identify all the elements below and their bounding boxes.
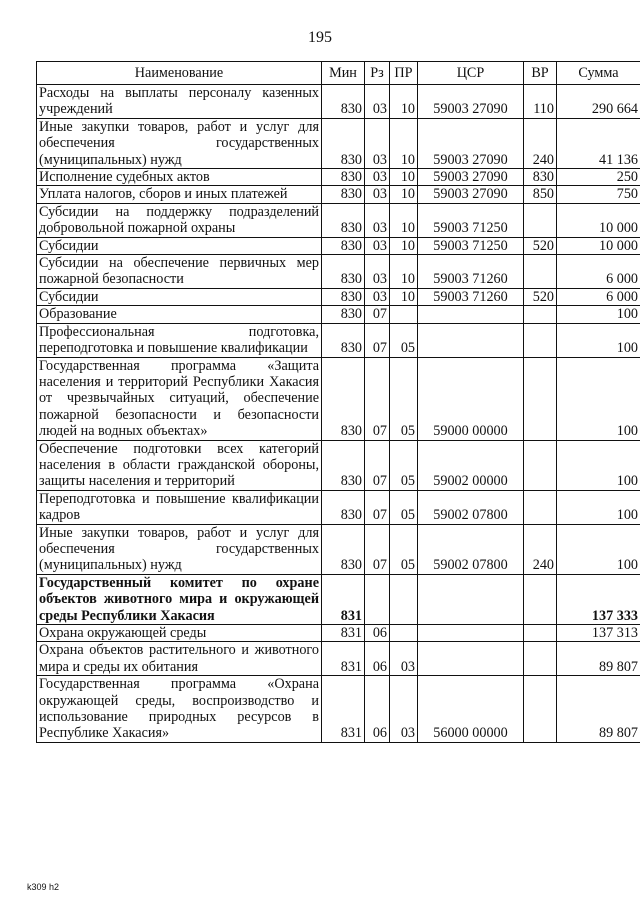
budget-table [36,61,640,743]
cell-pr: 10 [390,169,418,186]
table-row [37,323,640,357]
cell-min: 830 [322,255,365,289]
cell-name: Государственная программа «Защита населения и территорий Республики Хакасия от чрезвычайных ситуаций, обеспечение пожарной безопасности и безопасности людей на водных объектах» [37,357,322,440]
cell-sum: 89 807 [557,676,640,743]
table-row [37,574,640,624]
cell-vr: 240 [524,118,557,168]
cell-rz [365,574,390,624]
cell-csr: 59002 07800 [418,524,524,574]
cell-min: 830 [322,203,365,237]
cell-sum: 100 [557,357,640,440]
cell-vr: 520 [524,288,557,305]
cell-min: 831 [322,625,365,642]
cell-name: Расходы на выплаты персоналу казенных учреждений [37,85,322,119]
table-row [37,118,640,168]
cell-name: Исполнение судебных актов [37,169,322,186]
table-row [37,288,640,305]
cell-sum: 10 000 [557,237,640,254]
table-header-row [37,62,640,85]
cell-min: 830 [322,169,365,186]
cell-name: Иные закупки товаров, работ и услуг для обеспечения государственных (муниципальных) нужд [37,118,322,168]
table-row [37,625,640,642]
cell-pr: 10 [390,255,418,289]
cell-rz: 07 [365,357,390,440]
cell-min: 830 [322,323,365,357]
cell-sum: 750 [557,186,640,203]
cell-csr: 59002 07800 [418,490,524,524]
column-header-pr: ПР [390,62,418,85]
cell-vr: 850 [524,186,557,203]
cell-pr: 05 [390,524,418,574]
cell-sum: 100 [557,323,640,357]
cell-sum: 137 333 [557,574,640,624]
cell-sum: 89 807 [557,642,640,676]
cell-rz: 07 [365,524,390,574]
cell-sum: 250 [557,169,640,186]
cell-min: 830 [322,524,365,574]
cell-min: 830 [322,440,365,490]
cell-vr [524,440,557,490]
cell-pr: 05 [390,490,418,524]
cell-rz: 03 [365,237,390,254]
cell-min: 831 [322,574,365,624]
cell-csr: 59003 27090 [418,85,524,119]
cell-sum: 10 000 [557,203,640,237]
cell-name: Иные закупки товаров, работ и услуг для обеспечения государственных (муниципальных) нужд [37,524,322,574]
cell-pr: 10 [390,186,418,203]
cell-min: 830 [322,186,365,203]
table-row [37,524,640,574]
cell-vr [524,323,557,357]
cell-sum: 6 000 [557,288,640,305]
cell-sum: 290 664 [557,85,640,119]
cell-csr: 59003 27090 [418,118,524,168]
cell-min: 830 [322,85,365,119]
cell-sum: 100 [557,524,640,574]
cell-name: Образование [37,306,322,323]
cell-vr [524,574,557,624]
cell-name: Охрана окружающей среды [37,625,322,642]
cell-pr: 03 [390,642,418,676]
cell-name: Переподготовка и повышение квалификации кадров [37,490,322,524]
cell-min: 830 [322,357,365,440]
cell-rz: 07 [365,323,390,357]
table-row [37,306,640,323]
cell-rz: 07 [365,306,390,323]
table-row [37,676,640,743]
cell-rz: 03 [365,118,390,168]
cell-rz: 03 [365,288,390,305]
column-header-rz: Рз [365,62,390,85]
column-header-csr: ЦСР [418,62,524,85]
cell-pr [390,625,418,642]
column-header-name: Наименование [37,62,322,85]
table-row [37,357,640,440]
cell-min: 830 [322,306,365,323]
column-header-min: Мин [322,62,365,85]
cell-rz: 06 [365,642,390,676]
cell-pr: 10 [390,237,418,254]
cell-name: Обеспечение подготовки всех категорий населения в области гражданской обороны, защиты населения и территорий [37,440,322,490]
cell-vr: 830 [524,169,557,186]
cell-sum: 41 136 [557,118,640,168]
cell-csr [418,625,524,642]
cell-csr [418,306,524,323]
cell-csr: 59003 71250 [418,237,524,254]
cell-rz: 06 [365,625,390,642]
cell-vr [524,203,557,237]
cell-rz: 07 [365,490,390,524]
cell-pr [390,306,418,323]
cell-rz: 03 [365,255,390,289]
cell-min: 831 [322,676,365,743]
cell-vr [524,255,557,289]
cell-csr [418,642,524,676]
cell-vr [524,625,557,642]
cell-csr: 59003 27090 [418,186,524,203]
cell-pr: 05 [390,357,418,440]
cell-csr: 59003 71260 [418,255,524,289]
table-body [37,85,640,743]
table-row [37,237,640,254]
table-row [37,642,640,676]
cell-name: Государственная программа «Охрана окружающей среды, воспроизводство и использование природных ресурсов в Республике Хакасия» [37,676,322,743]
page-number: 195 [308,29,332,46]
footer-code: k309 h2 [27,882,60,892]
cell-name: Государственный комитет по охране объектов животного мира и окружающей среды Республики Хакасия [37,574,322,624]
cell-csr: 59003 27090 [418,169,524,186]
cell-vr [524,306,557,323]
table-row [37,440,640,490]
cell-min: 830 [322,118,365,168]
cell-name: Уплата налогов, сборов и иных платежей [37,186,322,203]
cell-sum: 137 313 [557,625,640,642]
cell-pr: 10 [390,288,418,305]
cell-pr: 10 [390,118,418,168]
column-header-vr: ВР [524,62,557,85]
cell-sum: 6 000 [557,255,640,289]
table-row [37,186,640,203]
cell-vr: 520 [524,237,557,254]
cell-csr: 59000 00000 [418,357,524,440]
table-row [37,255,640,289]
cell-pr: 10 [390,85,418,119]
cell-rz: 03 [365,85,390,119]
cell-name: Профессиональная подготовка, переподготовка и повышение квалификации [37,323,322,357]
cell-rz: 07 [365,440,390,490]
cell-pr: 03 [390,676,418,743]
cell-sum: 100 [557,306,640,323]
cell-vr [524,642,557,676]
cell-vr: 110 [524,85,557,119]
cell-name: Субсидии на поддержку подразделений добровольной пожарной охраны [37,203,322,237]
cell-sum: 100 [557,490,640,524]
cell-name: Охрана объектов растительного и животного мира и среды их обитания [37,642,322,676]
cell-name: Субсидии на обеспечение первичных мер пожарной безопасности [37,255,322,289]
cell-min: 831 [322,642,365,676]
cell-rz: 03 [365,186,390,203]
table-row [37,203,640,237]
cell-csr: 59003 71260 [418,288,524,305]
cell-pr: 05 [390,323,418,357]
table-row [37,85,640,119]
cell-csr: 59002 00000 [418,440,524,490]
cell-csr [418,574,524,624]
cell-min: 830 [322,237,365,254]
cell-name: Субсидии [37,237,322,254]
table-row [37,490,640,524]
cell-rz: 03 [365,203,390,237]
cell-vr [524,676,557,743]
cell-vr [524,490,557,524]
cell-csr [418,323,524,357]
cell-csr: 56000 00000 [418,676,524,743]
cell-rz: 03 [365,169,390,186]
cell-min: 830 [322,288,365,305]
cell-pr: 05 [390,440,418,490]
cell-pr [390,574,418,624]
cell-name: Субсидии [37,288,322,305]
cell-csr: 59003 71250 [418,203,524,237]
cell-pr: 10 [390,203,418,237]
cell-vr [524,357,557,440]
cell-sum: 100 [557,440,640,490]
cell-min: 830 [322,490,365,524]
cell-vr: 240 [524,524,557,574]
table-row [37,169,640,186]
column-header-sum: Сумма [557,62,640,85]
cell-rz: 06 [365,676,390,743]
